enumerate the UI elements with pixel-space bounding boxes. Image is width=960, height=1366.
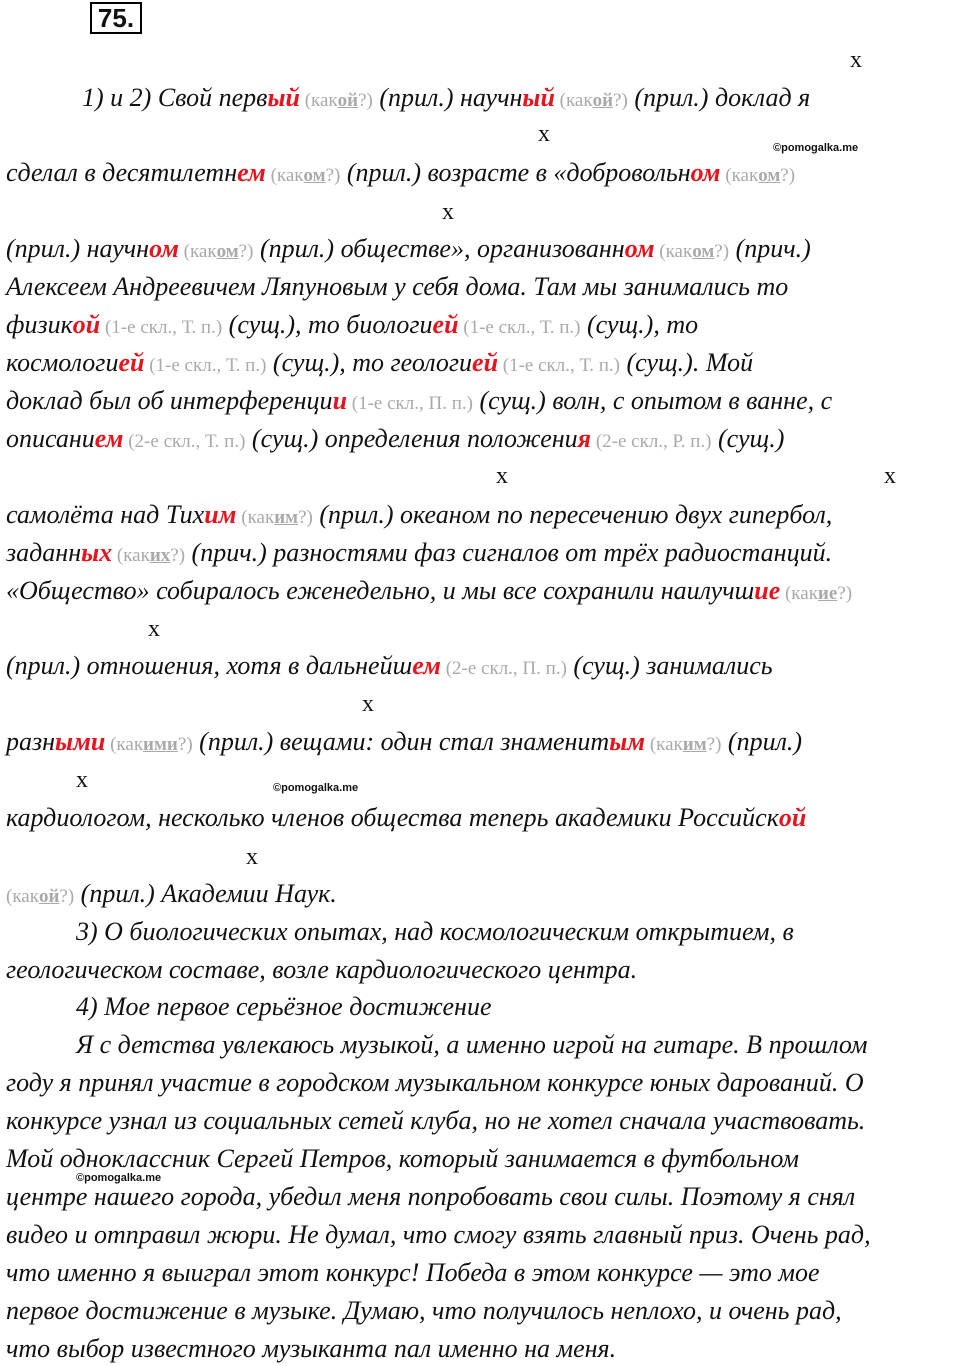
exercise-number: 75.: [90, 2, 142, 34]
text-line: заданных (каких?) (прич.) разностями фаз сигналов от трёх радиостанций.: [6, 538, 833, 567]
watermark: ©pomogalka.me: [273, 782, 359, 794]
text-line: «Общество» собиралось еженедельно, и мы все сохранили наилучшие (какие?): [6, 576, 853, 605]
text-line: (прил.) отношения, хотя в дальнейшем (2-е скл., П. п.) (сущ.) занимались: [6, 651, 773, 680]
text-line: 3) О биологических опытах, над космологическим открытием, в: [76, 917, 794, 946]
stress-mark: x: [148, 616, 160, 642]
text-line: 1) и 2) Свой первый (какой?) (прил.) научный (какой?) (прил.) доклад я: [82, 83, 811, 112]
stress-mark: x: [246, 844, 258, 870]
text-line: Мой одноклассник Сергей Петров, который занимается в футбольном: [6, 1144, 799, 1173]
text-line: геологическом составе, возле кардиологического центра.: [6, 955, 638, 984]
stress-mark: x: [538, 121, 550, 147]
text-line: центре нашего города, убедил меня попробовать свои силы. Поэтому я снял: [6, 1182, 856, 1211]
text-line: Алексеем Андреевичем Ляпуновым у себя дома. Там мы занимались то: [6, 272, 789, 301]
text-line: Я с детства увлекаюсь музыкой, а именно игрой на гитаре. В прошлом: [76, 1030, 868, 1059]
text-line: (какой?) (прил.) Академии Наук.: [6, 879, 337, 908]
stress-mark: x: [76, 767, 88, 793]
stress-mark: x: [442, 199, 454, 225]
text-line: физикой (1-е скл., Т. п.) (сущ.), то биологией (1-е скл., Т. п.) (сущ.), то: [6, 310, 699, 339]
text-line: что именно я выиграл этот конкурс! Победа в этом конкурсе — это мое: [6, 1258, 820, 1287]
text-line: конкурсе узнал из социальных сетей клуба, но не хотел сначала участвовать.: [6, 1106, 866, 1135]
text-line: сделал в десятилетнем (каком?) (прил.) возрасте в «добровольном (каком?): [6, 158, 796, 187]
text-line: что выбор известного музыканта пал именно на меня.: [6, 1334, 617, 1363]
watermark: ©pomogalka.me: [773, 142, 859, 154]
stress-mark: x: [884, 463, 896, 489]
text-line: видео и отправил жюри. Не думал, что смогу взять главный приз. Очень рад,: [6, 1220, 871, 1249]
stress-mark: x: [362, 691, 374, 717]
text-line: первое достижение в музыке. Думаю, что получилось неплохо, и очень рад,: [6, 1296, 842, 1325]
watermark: ©pomogalka.me: [76, 1172, 162, 1184]
text-line: кардиологом, несколько членов общества теперь академики Российской: [6, 803, 807, 832]
text-line: доклад был об интерференции (1-е скл., П. п.) (сущ.) волн, с опытом в ванне, с: [6, 386, 833, 415]
text-line: описанием (2-е скл., Т. п.) (сущ.) определения положения (2-е скл., Р. п.) (сущ.): [6, 424, 785, 453]
stress-mark: x: [850, 47, 862, 73]
stress-mark: x: [496, 463, 508, 489]
text-line: разными (какими?) (прил.) вещами: один стал знаменитым (каким?) (прил.): [6, 727, 803, 756]
text-line: 4) Мое первое серьёзное достижение: [76, 992, 492, 1021]
text-line: космологией (1-е скл., Т. п.) (сущ.), то геологией (1-е скл., Т. п.) (сущ.). Мой: [6, 348, 754, 377]
text-line: самолёта над Тихим (каким?) (прил.) океаном по пересечению двух гипербол,: [6, 500, 833, 529]
text-line: году я принял участие в городском музыкальном конкурсе юных дарований. О: [6, 1068, 864, 1097]
text-line: (прил.) научном (каком?) (прил.) обществе», организованном (каком?) (прич.): [6, 234, 811, 263]
